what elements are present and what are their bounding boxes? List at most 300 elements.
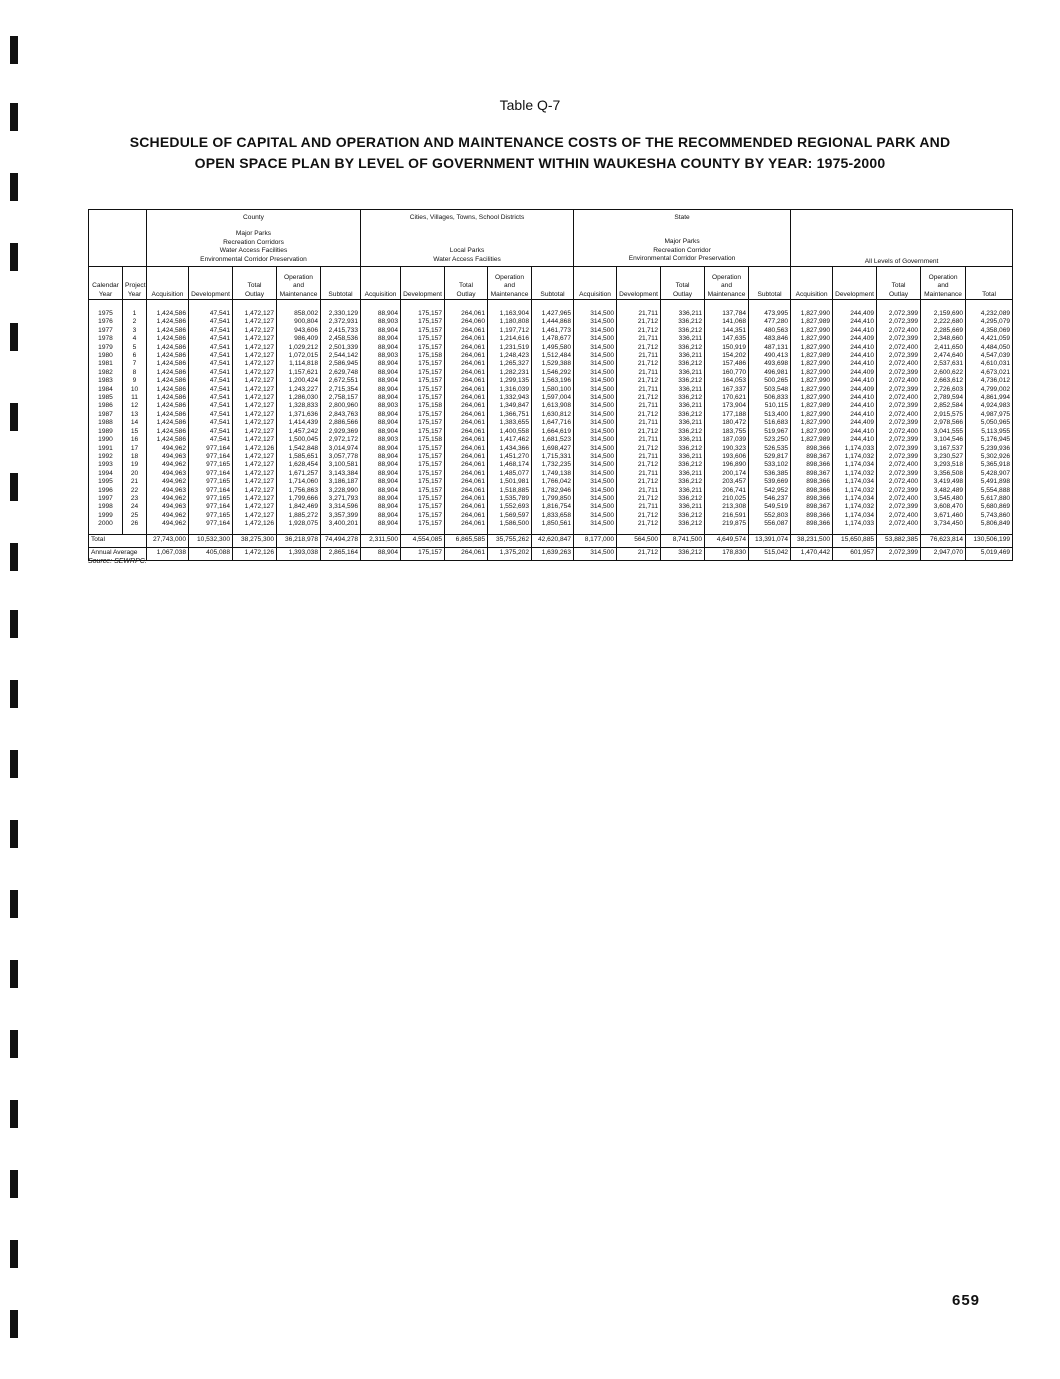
table-cell: 1,424,586 (147, 436, 189, 444)
table-cell: 264,061 (445, 369, 488, 377)
table-cell: 336,211 (661, 352, 705, 360)
table-cell: 175,157 (401, 377, 445, 385)
table-cell: 88,904 (361, 495, 401, 503)
table-cell: 180,472 (705, 419, 749, 427)
totals-cell: 76,623,814 (921, 534, 966, 547)
totals-cell: 38,275,300 (233, 534, 277, 547)
table-cell: 2,972,172 (321, 436, 361, 444)
table-cell: 244,410 (833, 411, 877, 419)
table-cell: 5,239,936 (966, 445, 1013, 453)
table-cell: 1,495,580 (532, 344, 574, 352)
table-cell: 24 (123, 503, 147, 511)
table-cell: 494,962 (147, 461, 189, 469)
table-cell: 1,850,561 (532, 520, 574, 534)
table-cell: 1,630,812 (532, 411, 574, 419)
table-cell: 977,164 (189, 503, 233, 511)
table-row (89, 360, 1013, 368)
table-cell: 21,712 (617, 512, 661, 520)
table-cell: 1,569,597 (488, 512, 532, 520)
col-local-total-outlay: Total Outlay (445, 267, 488, 300)
table-cell: 314,500 (574, 377, 617, 385)
group-county-desc: Water Access Facilities (219, 247, 288, 255)
table-cell: 1,580,100 (532, 386, 574, 394)
table-cell: 1,472,127 (233, 453, 277, 461)
table-cell: 977,164 (189, 470, 233, 478)
table-cell: 2,072,400 (877, 377, 921, 385)
table-cell: 1,585,651 (277, 453, 321, 461)
table-cell: 213,308 (705, 503, 749, 511)
table-cell: 336,211 (661, 453, 705, 461)
table-cell: 5,113,955 (966, 428, 1013, 436)
totals-cell: 27,743,000 (147, 534, 189, 547)
table-cell: 1,072,015 (277, 352, 321, 360)
table-cell: 336,211 (661, 470, 705, 478)
table-cell: 175,157 (401, 360, 445, 368)
table-cell: 2,285,669 (921, 327, 966, 335)
table-cell: 1,286,030 (277, 394, 321, 402)
totals-cell: 564,500 (617, 534, 661, 547)
col-local-subtotal: Subtotal (532, 267, 574, 300)
table-cell: 88,904 (361, 394, 401, 402)
table-cell: 2,072,399 (877, 335, 921, 343)
table-cell: 336,212 (661, 428, 705, 436)
table-cell: 3,545,480 (921, 495, 966, 503)
table-cell: 3,230,527 (921, 453, 966, 461)
table-cell: 1,424,586 (147, 428, 189, 436)
table-cell: 2,072,400 (877, 512, 921, 520)
table-row (89, 300, 1013, 319)
table-cell: 336,211 (661, 300, 705, 319)
table-cell: 2,072,400 (877, 394, 921, 402)
table-cell: 1,478,677 (532, 335, 574, 343)
table-cell: 1,827,990 (791, 335, 833, 343)
group-county-desc: Major Parks (235, 230, 272, 238)
table-cell: 175,157 (401, 318, 445, 326)
table-cell: 977,165 (189, 512, 233, 520)
table-cell: 1,424,586 (147, 411, 189, 419)
table-cell: 1,248,423 (488, 352, 532, 360)
totals-cell: 2,311,500 (361, 534, 401, 547)
table-cell: 496,981 (749, 369, 791, 377)
table-cell: 1,472,127 (233, 478, 277, 486)
table-cell: 264,061 (445, 327, 488, 335)
table-cell: 3,167,537 (921, 445, 966, 453)
table-cell: 2,072,400 (877, 495, 921, 503)
table-cell: 1,417,462 (488, 436, 532, 444)
table-row (89, 352, 1013, 360)
table-cell: 314,500 (574, 487, 617, 495)
table-cell: 1,472,127 (233, 470, 277, 478)
table-cell: 336,212 (661, 445, 705, 453)
table-cell: 203,457 (705, 478, 749, 486)
totals-cell: 1,067,038 (147, 547, 189, 560)
table-cell: 500,265 (749, 377, 791, 385)
totals-label: Annual Average (89, 547, 147, 560)
table-cell: 898,366 (791, 495, 833, 503)
table-cell: 3,356,508 (921, 470, 966, 478)
table-cell: 21,711 (617, 470, 661, 478)
table-cell: 21,711 (617, 402, 661, 410)
table-cell: 1,647,716 (532, 419, 574, 427)
table-cell: 1,424,586 (147, 386, 189, 394)
table-cell: 3,357,399 (321, 512, 361, 520)
col-county-acquisition: Acquisition (147, 267, 189, 300)
table-cell: 264,061 (445, 352, 488, 360)
table-cell: 898,366 (791, 445, 833, 453)
totals-cell: 601,957 (833, 547, 877, 560)
table-cell: 21,711 (617, 369, 661, 377)
table-cell: 264,061 (445, 503, 488, 511)
table-cell: 549,519 (749, 503, 791, 511)
table-cell: 4,421,059 (966, 335, 1013, 343)
table-cell: 477,280 (749, 318, 791, 326)
table-cell: 1992 (89, 453, 123, 461)
binder-mark (10, 1170, 18, 1198)
table-cell: 47,541 (189, 369, 233, 377)
table-cell: 2,672,551 (321, 377, 361, 385)
table-cell: 1,472,127 (233, 369, 277, 377)
table-cell: 336,211 (661, 487, 705, 495)
table-cell: 314,500 (574, 470, 617, 478)
totals-cell: 74,494,278 (321, 534, 361, 547)
table-cell: 1,174,034 (833, 461, 877, 469)
table-cell: 2,072,400 (877, 327, 921, 335)
totals-cell: 314,500 (574, 547, 617, 560)
table-cell: 1,472,127 (233, 300, 277, 319)
table-cell: 21,712 (617, 411, 661, 419)
table-cell: 88,903 (361, 318, 401, 326)
table-cell: 5,365,918 (966, 461, 1013, 469)
table-cell: 336,211 (661, 402, 705, 410)
table-cell: 1,472,127 (233, 503, 277, 511)
table-cell: 175,157 (401, 461, 445, 469)
table-cell: 164,053 (705, 377, 749, 385)
table-row (89, 495, 1013, 503)
table-cell: 88,904 (361, 428, 401, 436)
table-cell: 1,231,519 (488, 344, 532, 352)
table-cell: 4,736,012 (966, 377, 1013, 385)
table-cell: 1,628,454 (277, 461, 321, 469)
table-body (89, 300, 1013, 535)
table-cell: 1,424,586 (147, 394, 189, 402)
table-cell: 1,827,990 (791, 369, 833, 377)
table-cell: 1980 (89, 352, 123, 360)
table-row (89, 470, 1013, 478)
table-cell: 17 (123, 445, 147, 453)
table-cell: 4,484,050 (966, 344, 1013, 352)
table-cell: 1989 (89, 428, 123, 436)
table-cell: 4,547,039 (966, 352, 1013, 360)
table-cell: 1,243,227 (277, 386, 321, 394)
table-cell: 314,500 (574, 360, 617, 368)
table-cell: 314,500 (574, 394, 617, 402)
table-cell: 47,541 (189, 344, 233, 352)
table-cell: 1994 (89, 470, 123, 478)
table-cell: 2,929,369 (321, 428, 361, 436)
table-cell: 1,597,004 (532, 394, 574, 402)
table-cell: 3,314,596 (321, 503, 361, 511)
table-cell: 47,541 (189, 327, 233, 335)
table-cell: 244,409 (833, 386, 877, 394)
binder-mark (10, 173, 18, 201)
table-cell: 175,157 (401, 419, 445, 427)
source-note: Source: SEWRPC. (88, 558, 147, 565)
col-local-development: Development (401, 267, 445, 300)
table-cell: 2,072,399 (877, 352, 921, 360)
table-cell: 88,904 (361, 369, 401, 377)
table-cell: 483,846 (749, 335, 791, 343)
table-cell: 4,861,994 (966, 394, 1013, 402)
table-cell: 47,541 (189, 386, 233, 394)
table-row (89, 478, 1013, 486)
table-cell: 1,827,990 (791, 327, 833, 335)
table-cell: 2,072,399 (877, 453, 921, 461)
totals-cell: 1,375,202 (488, 547, 532, 560)
table-cell: 206,741 (705, 487, 749, 495)
table-cell: 25 (123, 512, 147, 520)
table-cell: 494,963 (147, 503, 189, 511)
table-cell: 19 (123, 461, 147, 469)
table-cell: 170,621 (705, 394, 749, 402)
table-cell: 1,827,990 (791, 377, 833, 385)
col-all-total-outlay: Total Outlay (877, 267, 921, 300)
page-title (100, 132, 980, 174)
table-cell: 1,472,127 (233, 327, 277, 335)
table-cell: 336,212 (661, 495, 705, 503)
table-cell: 314,500 (574, 344, 617, 352)
table-cell: 244,410 (833, 318, 877, 326)
binder-mark (10, 1310, 18, 1338)
table-cell: 1982 (89, 369, 123, 377)
table-row (89, 402, 1013, 410)
table-cell: 22 (123, 487, 147, 495)
table-cell: 88,904 (361, 520, 401, 534)
table-cell: 47,541 (189, 436, 233, 444)
table-cell: 2,726,603 (921, 386, 966, 394)
table-cell: 1,451,270 (488, 453, 532, 461)
table-cell: 1,424,586 (147, 419, 189, 427)
table-cell: 490,413 (749, 352, 791, 360)
table-cell: 88,904 (361, 344, 401, 352)
table-cell: 519,967 (749, 428, 791, 436)
group-all-name: All Levels of Government (864, 257, 939, 265)
table-cell: 523,250 (749, 436, 791, 444)
table-row (89, 377, 1013, 385)
table-row (89, 394, 1013, 402)
col-local-om: Operation and Maintenance (488, 267, 532, 300)
table-cell: 47,541 (189, 377, 233, 385)
table-cell: 21,711 (617, 453, 661, 461)
table-cell: 2,072,399 (877, 487, 921, 495)
group-county-name: County (243, 214, 264, 221)
table-cell: 2,501,339 (321, 344, 361, 352)
table-cell: 1,174,033 (833, 445, 877, 453)
totals-cell: 21,712 (617, 547, 661, 560)
table-cell: 1,827,990 (791, 300, 833, 319)
table-cell: 1,827,990 (791, 419, 833, 427)
table-cell: 21,711 (617, 436, 661, 444)
table-cell: 3,100,581 (321, 461, 361, 469)
table-cell: 336,212 (661, 360, 705, 368)
table-cell: 898,367 (791, 503, 833, 511)
table-cell: 2,072,399 (877, 300, 921, 319)
table-cell: 264,061 (445, 428, 488, 436)
table-cell: 5,743,860 (966, 512, 1013, 520)
table-cell: 264,061 (445, 402, 488, 410)
table-cell: 314,500 (574, 352, 617, 360)
table-cell: 244,410 (833, 360, 877, 368)
table-cell: 88,904 (361, 386, 401, 394)
table-cell: 1,799,666 (277, 495, 321, 503)
table-cell: 2 (123, 318, 147, 326)
table-cell: 88,904 (361, 377, 401, 385)
table-cell: 47,541 (189, 419, 233, 427)
table-cell: 1,518,885 (488, 487, 532, 495)
table-cell: 1,563,196 (532, 377, 574, 385)
table-cell: 1,827,990 (791, 428, 833, 436)
table-cell: 1998 (89, 503, 123, 511)
binder-mark (10, 820, 18, 848)
table-cell: 14 (123, 419, 147, 427)
table-cell: 1999 (89, 512, 123, 520)
table-cell: 2,758,157 (321, 394, 361, 402)
table-cell: 21,712 (617, 344, 661, 352)
table-cell: 1,400,558 (488, 428, 532, 436)
totals-cell: 53,882,385 (877, 534, 921, 547)
table-cell: 1,472,127 (233, 419, 277, 427)
table-row (89, 344, 1013, 352)
table-cell: 88,904 (361, 335, 401, 343)
table-cell: 1,457,242 (277, 428, 321, 436)
table-cell: 1986 (89, 402, 123, 410)
table-cell: 264,061 (445, 436, 488, 444)
table-cell: 88,904 (361, 461, 401, 469)
table-cell: 196,890 (705, 461, 749, 469)
table-cell: 2,072,400 (877, 411, 921, 419)
table-cell: 4 (123, 335, 147, 343)
table-cell: 18 (123, 453, 147, 461)
table-cell: 1,371,636 (277, 411, 321, 419)
table-cell: 244,410 (833, 352, 877, 360)
group-county (147, 210, 361, 267)
table-cell: 510,115 (749, 402, 791, 410)
table-cell: 5,617,880 (966, 495, 1013, 503)
table-cell: 2,372,931 (321, 318, 361, 326)
table-cell: 1,827,990 (791, 344, 833, 352)
table-cell: 1,472,127 (233, 352, 277, 360)
table-cell: 1,197,712 (488, 327, 532, 335)
totals-cell: 2,072,399 (877, 547, 921, 560)
table-cell: 2,629,748 (321, 369, 361, 377)
table-cell: 1,461,773 (532, 327, 574, 335)
table-cell: 264,061 (445, 478, 488, 486)
table-cell: 3 (123, 327, 147, 335)
table-cell: 977,165 (189, 495, 233, 503)
table-cell: 175,157 (401, 470, 445, 478)
table-cell: 13 (123, 411, 147, 419)
table-row (89, 461, 1013, 469)
table-cell: 539,669 (749, 478, 791, 486)
table-cell: 175,157 (401, 453, 445, 461)
table-cell: 4,295,079 (966, 318, 1013, 326)
table-row (89, 453, 1013, 461)
table-cell: 1,472,127 (233, 386, 277, 394)
table-cell: 3,186,187 (321, 478, 361, 486)
table-cell: 264,061 (445, 377, 488, 385)
table-cell: 314,500 (574, 327, 617, 335)
table-cell: 2,800,960 (321, 402, 361, 410)
table-cell: 1975 (89, 300, 123, 319)
table-cell: 4,799,002 (966, 386, 1013, 394)
table-cell: 9 (123, 377, 147, 385)
table-cell: 1,434,366 (488, 445, 532, 453)
totals-cell: 36,218,978 (277, 534, 321, 547)
table-cell: 546,237 (749, 495, 791, 503)
table-cell: 21 (123, 478, 147, 486)
table-cell: 1,174,032 (833, 453, 877, 461)
table-cell: 1,472,127 (233, 360, 277, 368)
table-cell: 1,472,126 (233, 520, 277, 534)
group-state-desc: Major Parks (664, 238, 700, 246)
table-cell: 47,541 (189, 360, 233, 368)
table-cell: 2,586,945 (321, 360, 361, 368)
table-cell: 47,541 (189, 411, 233, 419)
table-cell: 21,712 (617, 318, 661, 326)
table-cell: 314,500 (574, 436, 617, 444)
table-cell: 137,784 (705, 300, 749, 319)
table-cell: 5,491,898 (966, 478, 1013, 486)
table-cell: 2,843,763 (321, 411, 361, 419)
table-cell: 21,712 (617, 478, 661, 486)
table-cell: 175,157 (401, 335, 445, 343)
table-row (89, 445, 1013, 453)
totals-body (89, 534, 1013, 560)
table-cell: 506,833 (749, 394, 791, 402)
table-cell: 88,903 (361, 436, 401, 444)
table-cell: 264,061 (445, 344, 488, 352)
table-cell: 336,212 (661, 478, 705, 486)
table-cell: 3,014,974 (321, 445, 361, 453)
table-cell: 88,904 (361, 360, 401, 368)
table-cell: 314,500 (574, 411, 617, 419)
table-row (89, 369, 1013, 377)
table-cell: 2,072,399 (877, 445, 921, 453)
table-cell: 943,606 (277, 327, 321, 335)
page-number: 659 (952, 1292, 981, 1309)
totals-cell: 38,231,500 (791, 534, 833, 547)
totals-cell: 2,947,070 (921, 547, 966, 560)
table-cell: 1,424,586 (147, 300, 189, 319)
table-row (89, 411, 1013, 419)
table-cell: 2,072,400 (877, 478, 921, 486)
table-cell: 5,680,869 (966, 503, 1013, 511)
table-cell: 1,512,484 (532, 352, 574, 360)
table-cell: 1,756,863 (277, 487, 321, 495)
table-cell: 1,332,943 (488, 394, 532, 402)
binder-mark (10, 243, 18, 271)
totals-row (89, 534, 1013, 547)
table-cell: 314,500 (574, 386, 617, 394)
group-county-desc: Recreation Corridors (223, 238, 284, 246)
col-local-acquisition: Acquisition (361, 267, 401, 300)
totals-cell: 35,755,262 (488, 534, 532, 547)
table-cell: 193,606 (705, 453, 749, 461)
table-cell: 542,952 (749, 487, 791, 495)
table-cell: 314,500 (574, 478, 617, 486)
table-cell: 1,265,327 (488, 360, 532, 368)
table-cell: 1,472,127 (233, 411, 277, 419)
table-cell: 150,919 (705, 344, 749, 352)
